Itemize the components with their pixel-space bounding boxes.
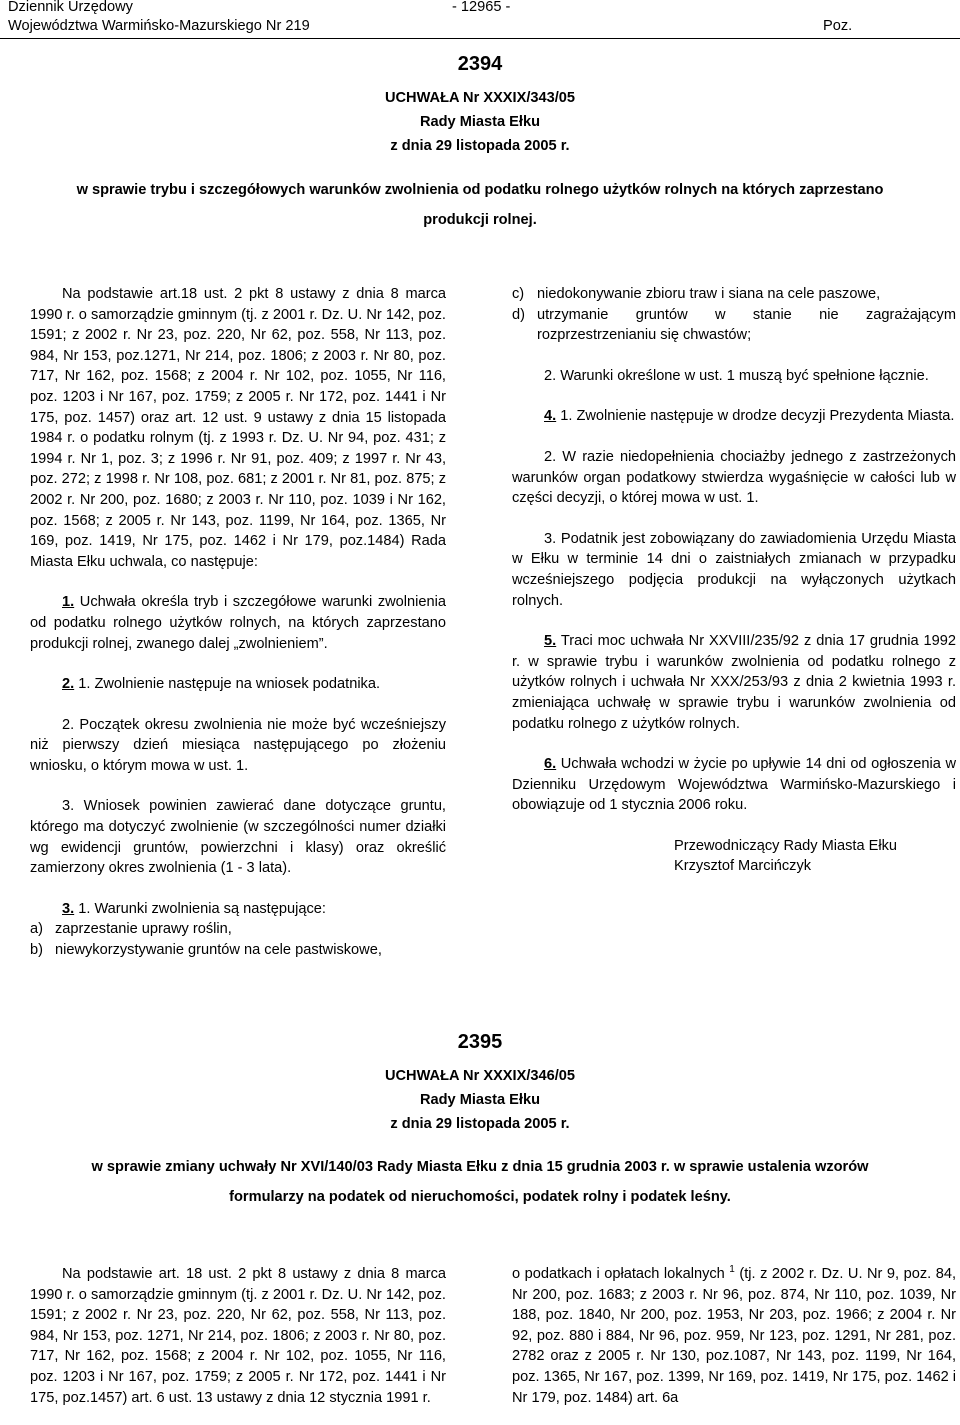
doc1-section-4-ust-2: 2. W razie niedopełnienia chociażby jednego z zastrzeżonych warunków organ podatkowy stwierdza wygaśnięcie w całości lub w części decyzji, o której mowa w ust. 1. (512, 448, 956, 507)
doc1-body: Rady Miasta Ełku (419, 114, 541, 130)
journal-name: Dziennik Urzędowy (8, 0, 133, 15)
doc2-title-line1: w sprawie zmiany uchwały Nr XVI/140/03 Rady Miasta Ełku z dnia 15 grudnia 2003 r. w sprawie ustalenia wzorów (91, 1159, 869, 1175)
footnote-ref: 1 (729, 1264, 735, 1276)
section-6-mark: 6. (544, 756, 557, 773)
doc2-legal-basis-cont: o podatkach i opłatach lokalnych $^1$ (tj. z 2002 r. Dz. U. Nr 9, poz. 84, Nr 200, poz. 1683; z 2003 r. Nr 96, poz. 874, Nr 110, poz. 1039, Nr 188, poz. 1840, Nr 200, poz. 1953, Nr 203, poz. 1966; z 2004 r. Nr 92, poz. 880 i 884, Nr 96, poz. 959, Nr 123, poz. 1291, Nr 281, poz. 2782 oraz z 2005 r. Nr 130, poz.1087, Nr 143, poz. 1199, Nr 164, poz. 1365, Nr 167, poz. 1399, Nr 169, poz. 1419, Nr 175, poz. 1462 i Nr 179, poz. 1484) art. 6a (512, 1264, 956, 1406)
doc2-act: UCHWAŁA Nr XXXIX/346/05 (384, 1068, 576, 1084)
doc1-number: 2394 (457, 53, 503, 75)
section-1-mark: 1. (62, 594, 75, 611)
list-item: a) zaprzestanie uprawy roślin, (30, 921, 232, 938)
signer-role: Przewodniczący Rady Miasta Ełku (674, 837, 898, 854)
doc1-section-6: 6. Uchwała wchodzi w życie po upływie 14 dni od ogłoszenia w Dzienniku Urzędowym Województwa Warmińsko-Mazurskiego i obowiązuje od 1 stycznia 2006 roku. (512, 756, 956, 814)
section-5-mark: 5. (544, 633, 557, 650)
section-4-mark: 4. (544, 408, 557, 425)
doc1-title-line2: produkcji rolnej. (423, 212, 537, 228)
doc1-heading (0, 52, 960, 235)
doc2-right-column (512, 1264, 956, 1408)
section-2-mark: 2. (62, 676, 75, 693)
doc2-number: 2395 (457, 1031, 503, 1053)
doc1-left-column (30, 284, 446, 961)
voivodeship-issue: Województwa Warmińsko-Mazurskiego Nr 219 (8, 18, 310, 34)
doc2-legal-basis: Na podstawie art. 18 ust. 2 pkt 8 ustawy z dnia 8 marca 1990 r. o samorządzie gminnym (tj. z 2001 r. Dz. U. Nr 142, poz. 1591; z 2002 r. Nr 23, poz. 220, Nr 62, poz. 558, Nr 113, poz. 984, Nr 153, poz. 1271, Nr 214, poz. 1806; z 2003 r. Nr 80, poz. 717, Nr 162, poz. 1568; z 2004 r. Nr 102, poz. 1055, Nr 116, poz. 1203 i Nr 167, poz. 1759; z 2005 r. Nr 172, poz. 1441 i Nr 175, poz.1457) art. 6 ust. 13 ustawy z dnia 12 stycznia 1991 r. (30, 1266, 446, 1406)
doc1-date: z dnia 29 listopada 2005 r. (390, 138, 570, 154)
doc1-section-3: 3. 1. Warunki zwolnienia są następujące: (62, 900, 326, 917)
doc1-section-4-ust-3: 3. Podatnik jest zobowiązany do zawiadomienia Urzędu Miasta w Ełku w terminie 14 dni o zaistniałych zmianach w przypadku wcześniejszego podjęcia produkcji na wyłączonych użytkach rolnych. (512, 530, 956, 609)
doc1-section-2-ust-2: 2. Początek okresu zwolnienia nie może być wcześniejszy niż pierwszy dzień miesiąca następującego po złożeniu wniosku, o którym mowa w ust. 1. (30, 716, 446, 774)
section-3-mark: 3. (62, 900, 75, 917)
doc1-section-3-ust-2: 2. Warunki określone w ust. 1 muszą być spełnione łącznie. (544, 367, 929, 384)
signer-name: Krzysztof Marcińczyk (674, 858, 812, 875)
doc2-left-column (30, 1264, 446, 1408)
doc2-heading (0, 1030, 960, 1212)
page-number: - 12965 - (452, 0, 511, 15)
doc1-section-2: 2. 1. Zwolnienie następuje na wniosek podatnika. (62, 676, 381, 693)
journal-info (8, 0, 310, 36)
doc2-body: Rady Miasta Ełku (419, 1092, 541, 1108)
doc1-right-column (512, 284, 956, 877)
doc1-title-line1: w sprawie trybu i szczegółowych warunków zwolnienia od podatku rolnego użytków rolnych na których zaprzestano (76, 182, 884, 198)
doc2-title-line2: formularzy na podatek od nieruchomości, podatek rolny i podatek leśny. (229, 1189, 731, 1205)
list-item: d) utrzymanie gruntów w stanie nie zagrażającym rozprzestrzenianiu się chwastów; (512, 306, 956, 344)
doc1-section-5: 5. Traci moc uchwała Nr XXVIII/235/92 z dnia 17 grudnia 1992 r. w sprawie trybu i warunków zwolnienia od podatku rolnego z użytków rolnych i uchwała Nr XXX/253/93 z dnia 2 kwietnia 1993 r. zmieniająca uchwałę w sprawie trybu i warunków zwolnienia od podatku rolnego z użytków rolnych. (512, 633, 956, 732)
doc2-date: z dnia 29 listopada 2005 r. (390, 1116, 570, 1132)
list-item: b) niewykorzystywanie gruntów na cele pastwiskowe, (30, 942, 382, 959)
position-label: Poz. (823, 18, 853, 34)
doc1-act: UCHWAŁA Nr XXXIX/343/05 (384, 90, 576, 106)
doc1-section-4: 4. 1. Zwolnienie następuje w drodze decyzji Prezydenta Miasta. (544, 408, 955, 425)
page-header (0, 0, 960, 36)
header-divider (0, 38, 960, 39)
doc1-section-2-ust-3: 3. Wniosek powinien zawierać dane dotyczące gruntu, którego ma dotyczyć zwolnienie (w szczególności numer działki wg ewidencji gruntów, powierzchni i klasy) oraz określić zamierzony okres zwolnienia (1 - 3 lata). (30, 798, 446, 877)
doc1-legal-basis: Na podstawie art.18 ust. 2 pkt 8 ustawy z dnia 8 marca 1990 r. o samorządzie gminnym (tj. z 2001 r. Dz. U. Nr 142, poz. 1591; z 2002 r. Nr 23, poz. 220, Nr 62, poz. 558, Nr 113, poz. 984, Nr 153, poz.1271, Nr 214, poz. 1806; z 2003 r. Nr 80, poz. 717, Nr 162, poz. 1568; z 2004 r. Nr 102, poz. 1055, Nr 116, poz. 1203 i Nr 167, poz. 1759; z 2005 r. Nr 172, poz. 1441 i Nr 175, poz. 1457) oraz art. 12 ust. 9 ustawy z dnia 15 listopada 1984 r. o podatku rolnym (tj. z 1993 r. Dz. U. Nr 94, poz. 431; z 1994 r. Nr 1, poz. 3; z 1996 r. Nr 91, poz. 409; z 1997 r. Nr 43, poz. 272; z 1998 r. Nr 108, poz. 681; z 2001 r. Nr 81, poz. 875; z 2002 r. Nr 200, poz. 1680; z 2003 r. Nr 110, poz. 1039 i Nr 162, poz. 1568; z 2005 r. Nr 143, poz. 1199, Nr 164, poz. 1365, Nr 169, poz. 1419, Nr 175, poz. 1462 i Nr 179, poz.1484) Rada Miasta Ełku uchwala, co następuje: (30, 286, 446, 570)
list-item: c) niedokonywanie zbioru traw i siana na cele paszowe, (512, 286, 881, 302)
signature-block (674, 836, 956, 877)
doc1-section-1: 1. Uchwała określa tryb i szczegółowe warunki zwolnienia od podatku rolnego użytków rolnych, na których zaprzestano produkcji rolnej, zwanego dalej „zwolnieniem”. (30, 594, 446, 652)
